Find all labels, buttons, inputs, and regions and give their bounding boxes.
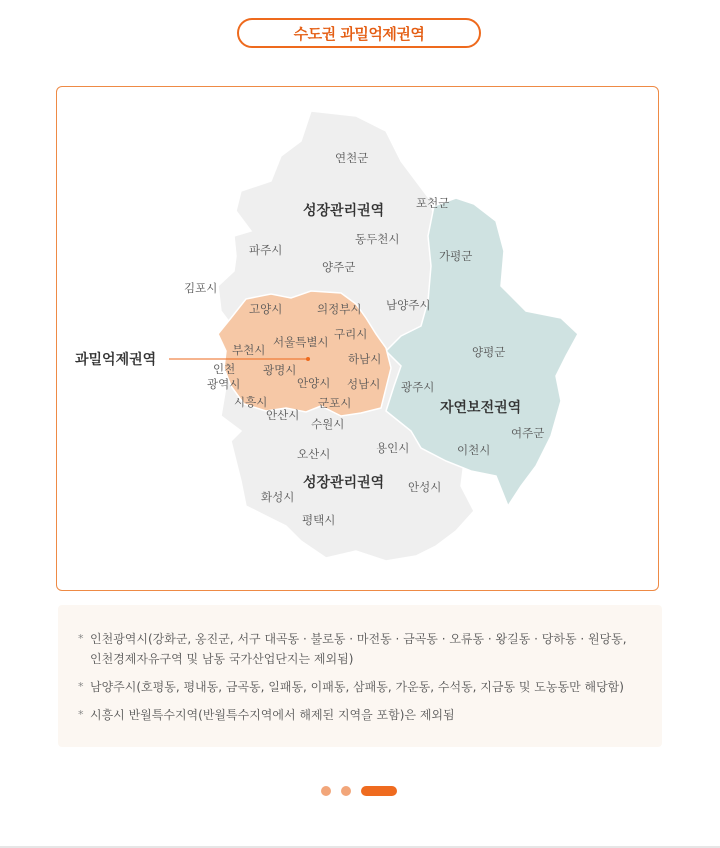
city-label: 부천시 (232, 343, 266, 357)
note-bullet: * (78, 632, 84, 645)
pagination-dot-2[interactable] (341, 786, 351, 796)
note-text: 남양주시(호평동, 평내동, 금곡동, 일패동, 이패동, 삼패동, 가운동, 수석동, 지금동 및 도농동만 해당함) (90, 680, 624, 694)
city-label: 성남시 (347, 377, 381, 391)
zone-label-growth-south: 성장관리권역 (303, 475, 385, 491)
notes-box (58, 605, 662, 747)
city-label: 수원시 (311, 417, 345, 431)
city-label: 하남시 (348, 352, 382, 366)
city-label: 고양시 (249, 302, 283, 316)
city-label: 양평군 (472, 345, 506, 359)
city-label: 가평군 (439, 249, 473, 263)
callout-dot (306, 357, 310, 361)
pagination (321, 785, 397, 797)
city-label: 서울특별시 (273, 335, 329, 349)
city-label: 시흥시 (234, 395, 268, 409)
zone-label-growth-north: 성장관리권역 (303, 203, 385, 219)
zone-label-overconcentration: 과밀억제권역 (75, 352, 157, 368)
city-label: 인천 (213, 362, 236, 376)
city-label: 여주군 (511, 426, 545, 440)
note-item (78, 705, 646, 725)
note-text: 인천광역시(강화군, 옹진군, 서구 대곡동 · 불로동 · 마전동 · 금곡동 · 오류동 · 왕길동 · 당하동 · 원당동, 인천경제자유구역 및 남동 국가산업단지는 제외됨) (90, 632, 627, 666)
note-bullet: * (78, 680, 84, 693)
city-label: 광명시 (263, 363, 297, 377)
city-label: 군포시 (318, 396, 352, 410)
city-label: 파주시 (249, 243, 283, 257)
note-item (78, 629, 646, 669)
city-label: 광역시 (207, 377, 241, 391)
city-label: 구리시 (334, 327, 368, 341)
pagination-dot-3-active[interactable] (361, 786, 397, 796)
city-label: 평택시 (302, 513, 336, 527)
note-text: 시흥시 반월특수지역(반월특수지역에서 해제된 지역을 포함)은 제외됨 (90, 708, 455, 722)
city-label: 안양시 (297, 376, 331, 390)
city-label: 오산시 (297, 447, 331, 461)
city-label: 동두천시 (355, 232, 400, 246)
city-label: 연천군 (335, 151, 369, 165)
city-label: 화성시 (261, 490, 295, 504)
city-label: 남양주시 (386, 298, 431, 312)
city-label: 양주군 (322, 260, 356, 274)
city-label: 이천시 (457, 443, 491, 457)
city-label: 안산시 (266, 408, 300, 422)
city-label: 안성시 (408, 480, 442, 494)
city-label: 포천군 (416, 196, 450, 210)
city-label: 김포시 (184, 281, 218, 295)
pagination-dot-1[interactable] (321, 786, 331, 796)
zone-label-nature-conservation: 자연보전권역 (440, 400, 522, 416)
city-label: 광주시 (401, 380, 435, 394)
page-title: 수도권 과밀억제권역 (237, 18, 481, 48)
note-bullet: * (78, 708, 84, 721)
city-label: 용인시 (376, 441, 410, 455)
capital-region-map (56, 86, 659, 591)
city-label: 의정부시 (317, 302, 362, 316)
note-item (78, 677, 646, 697)
